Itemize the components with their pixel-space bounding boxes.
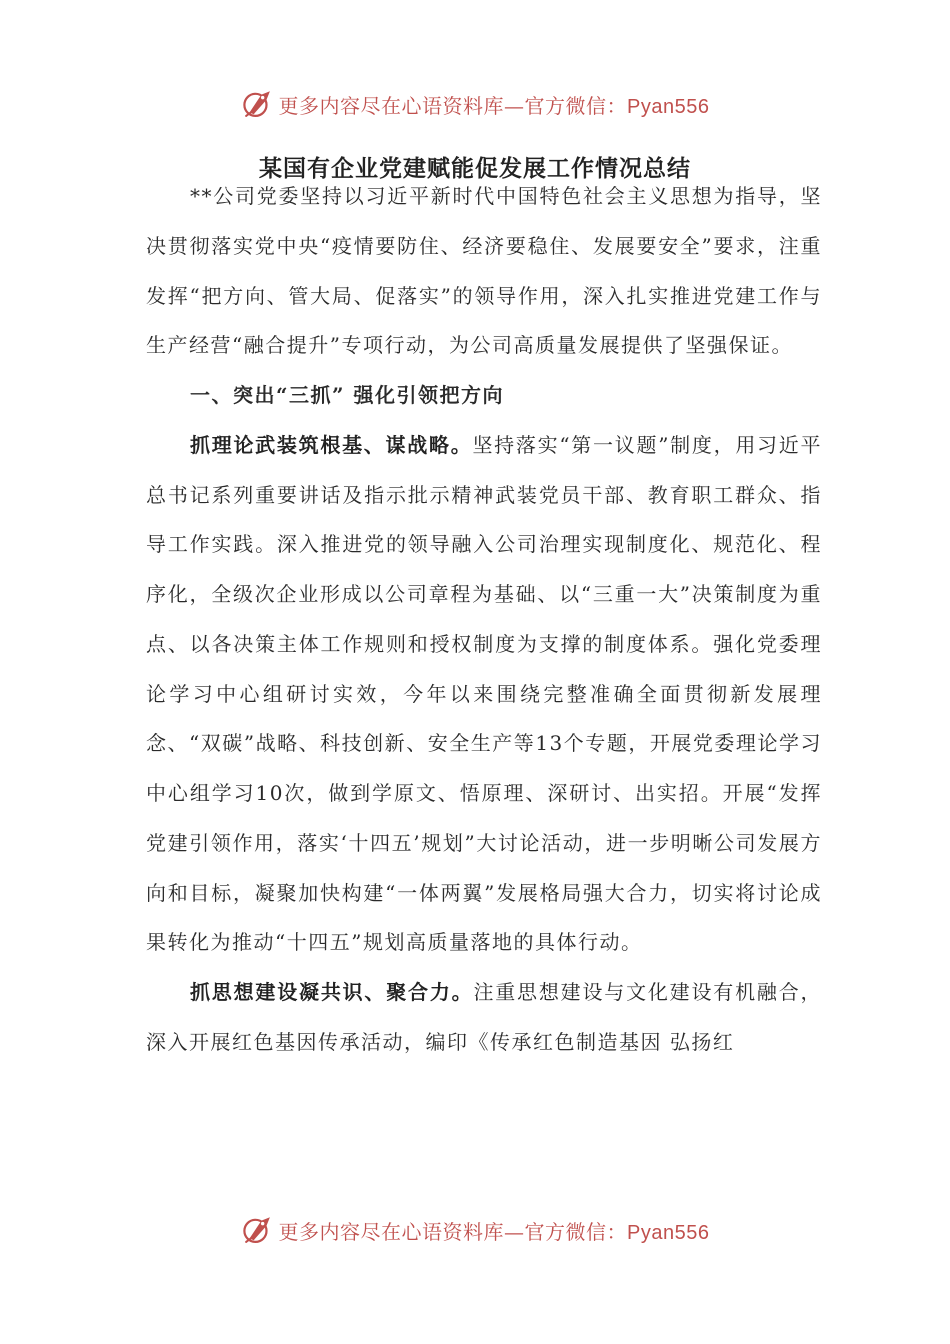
watermark-handle: Pyan556 — [627, 1221, 710, 1244]
watermark-banner-top — [0, 84, 950, 124]
document-body — [146, 172, 822, 1068]
watermark-prefix: 更多内容尽在心语资料库—官方微信： — [278, 93, 628, 118]
paragraph-body: 坚持落实“第一议题”制度，用习近平总书记系列重要讲话及指示批示精神武装党员干部、教育职工群众、指导工作实践。深入推进党的领导融入公司治理实现制度化、规范化、程序化，全级次企业形成以公司章程为基础、以“三重一大”决策制度为重点、以各决策主体工作规则和授权制度为支撑的制度体系。强化党委理论学习中心组研讨实效，今年以来围绕完整准确全面贯彻新发展理念、“双碳”战略、科技创新、安全生产等13个专题，开展党委理论学习中心组学习10次，做到学原文、悟原理、深研讨、出实招。开展“发挥党建引领作用，落实‘十四五’规划”大讨论活动，进一步明晰公司发展方向和目标，凝聚加快构建“一体两翼”发展格局强大合力，切实将讨论成果转化为推动“十四五”规划高质量落地的具体行动。 — [146, 432, 822, 955]
paragraph-theory — [146, 421, 822, 968]
paragraph-lead: 抓理论武装筑根基、谋战略。 — [190, 432, 473, 457]
watermark-text — [279, 1216, 710, 1245]
watermark-text — [279, 90, 710, 119]
pen-nib-logo-icon — [241, 1213, 275, 1247]
intro-paragraph: **公司党委坚持以习近平新时代中国特色社会主义思想为指导，坚决贯彻落实党中央“疫情要防住、经济要稳住、发展要安全”要求，注重发挥“把方向、管大局、促落实”的领导作用，深入扎实推进党建工作与生产经营“融合提升”专项行动，为公司高质量发展提供了坚强保证。 — [146, 184, 822, 358]
paragraph-body: 注重思想建设与文化建设有机融合，深入开展红色基因传承活动，编印《传承红色制造基因 弘扬红 — [146, 980, 823, 1054]
watermark-banner-bottom — [0, 1210, 950, 1250]
paragraph-ideology — [146, 968, 822, 1068]
paragraph-lead: 抓思想建设凝共识、聚合力。 — [190, 980, 474, 1004]
watermark-handle: Pyan556 — [627, 95, 710, 118]
watermark-prefix: 更多内容尽在心语资料库—官方微信： — [278, 1219, 628, 1244]
section-heading: 一、突出“三抓” 强化引领把方向 — [190, 383, 504, 407]
document-title: 某国有企业党建赋能促发展工作情况总结 — [259, 155, 691, 182]
pen-nib-logo-icon — [241, 87, 275, 121]
